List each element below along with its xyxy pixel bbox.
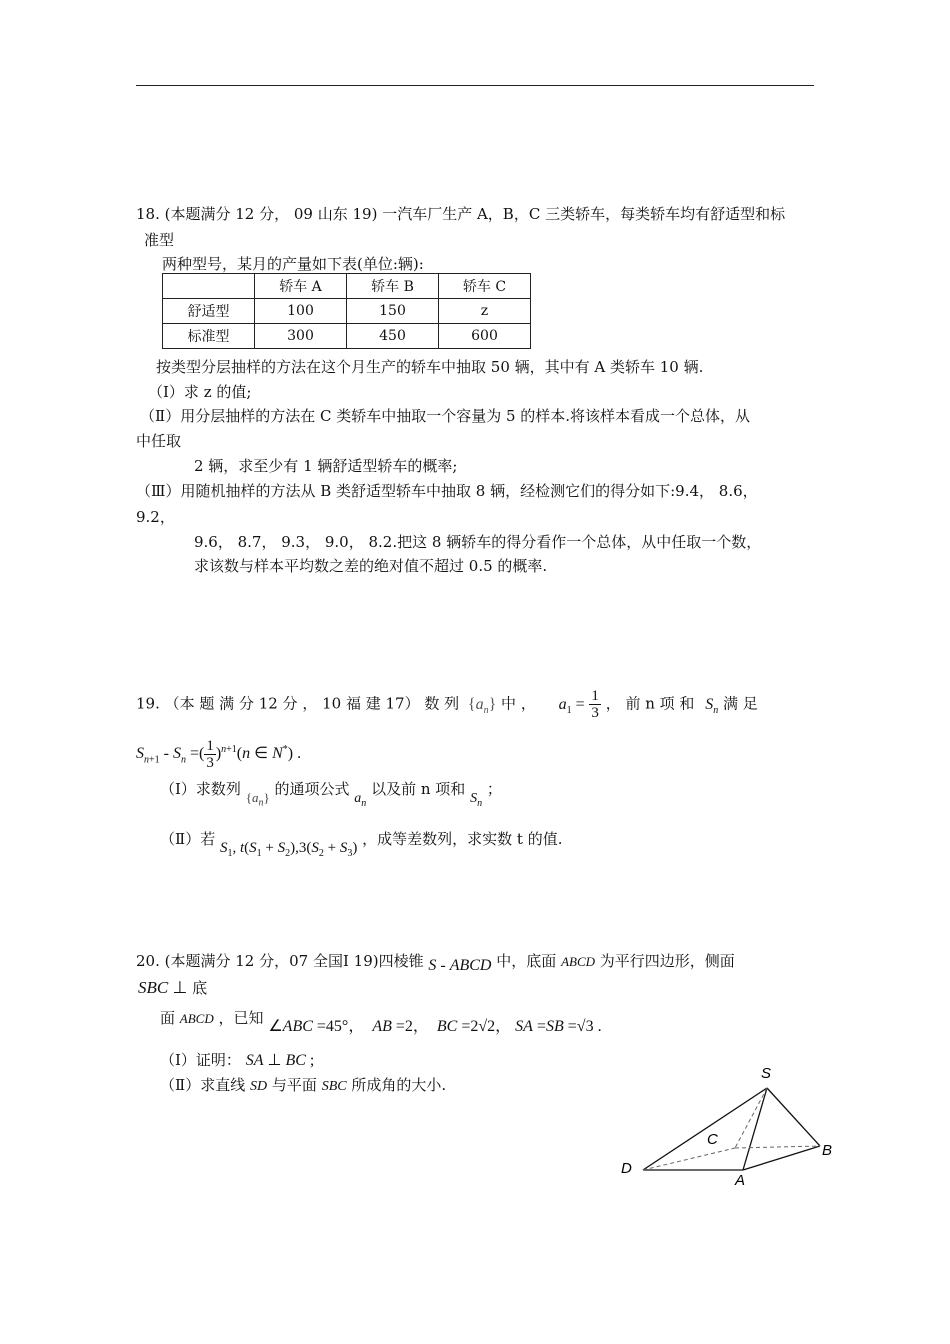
vertex-label-s: S [761,1065,772,1082]
formula-sequence: $S_1$, $t(S_1 + S_2),3(S_2 + S_3)$ [219,840,358,859]
table-cell: z [439,299,531,324]
formula-an: $\{a_n\}$ [467,695,497,716]
formula-pyramid: S - ABCD [428,957,492,974]
table-cell: 450 [347,324,439,349]
formula-sd: SD [249,1079,268,1094]
table-header-cell [163,274,255,299]
q18-line1: 18. (本题满分 12 分， 09 山东 19) 一汽车厂生产 A，B，C 三类轿车，每类轿车均有舒适型和标 [136,205,786,223]
vertex-label-b: B [822,1142,833,1159]
q20-line1a: 20. (本题满分 12 分，07 全国Ⅰ 19)四棱锥 [136,952,424,970]
q19-mid3: 满 足 [723,694,758,713]
edge-ab [743,1146,820,1170]
q18-part1: （Ⅰ）求 z 的值; [148,383,252,401]
fraction-denominator: 3 [591,705,599,721]
formula-sbc: SBC [321,1079,347,1094]
q18-part3b: 9.2， [136,508,175,526]
table-header-cell: 轿车 A [255,274,347,299]
table-header-cell: 轿车 C [439,274,531,299]
formula-sn: $S_n$ [705,695,719,716]
q18-part3d: 求该数与样本平均数之差的绝对值不超过 0.5 的概率. [194,557,548,575]
formula-sn-term: $S_n$ [470,791,483,809]
q19-part1-mid: 的通项公式 [274,780,350,798]
table-cell: 标准型 [163,324,255,349]
table-cell: 舒适型 [163,299,255,324]
q18-part3c: 9.6， 8.7， 9.3， 9.0， 8.2.把这 8 辆轿车的得分看作一个总体，从中任取一个数， [194,533,762,551]
q20-line1c: 为平行四边形，侧面 [599,952,735,970]
q18-part2a: （Ⅱ）用分层抽样的方法在 C 类轿车中抽取一个容量为 5 的样本.将该样本看成一个总体，从 [140,407,751,425]
q18-line2: 准型 [144,231,175,249]
q20-part1-label: （Ⅰ）证明： [160,1051,241,1069]
table-cell: 600 [439,324,531,349]
formula-abcd: ABCD [561,954,596,969]
q18-part3a: （Ⅲ）用随机抽样的方法从 B 类舒适型轿车中抽取 8 辆，经检测它们的得分如下:9.4， 8.6， [136,482,758,500]
q18-line3: 两种型号，某月的产量如下表(单位:辆): [162,255,424,273]
q19-line1 [136,688,758,721]
q20-line3 [160,1005,602,1035]
q19-mid1: 中 ， [501,694,536,713]
vertex-label-d: D [621,1160,632,1177]
formula-conditions: ∠ABC =45°， AB =2， BC =2√2， SA =SB =√3 . [268,1018,602,1035]
q20-part2c: 所成角的大小. [351,1076,447,1094]
table-cell: 150 [347,299,439,324]
q18-line4: 按类型分层抽样的方法在这个月生产的轿车中抽取 50 辆，其中有 A 类轿车 10 辆. [156,358,704,376]
q19-part2-prefix: （Ⅱ）若 [160,830,216,848]
formula-an-term: $a_n$ [354,791,367,809]
table-row [163,299,531,324]
q19-part1-prefix: （Ⅰ）求数列 [160,780,241,798]
production-table [162,273,531,349]
table-cell: 300 [255,324,347,349]
formula-sa-perp-bc: SA ⊥ BC ; [245,1052,315,1069]
q20-line2 [138,977,207,998]
q19-mid2: ， 前 n 项 和 [605,694,695,713]
q20-part2 [160,1074,446,1095]
q19-part1-mid2: 以及前 n 项和 [371,780,466,798]
formula-sbc-perp: SBC ⊥ [138,978,188,997]
table-row [163,324,531,349]
q20-part2b: 与平面 [271,1076,317,1094]
edge-sc-hidden [735,1088,767,1148]
q19-head: 19. （本 题 满 分 12 分 ， 10 福 建 17） 数 列 [136,694,460,713]
q20-part2a: （Ⅱ）求直线 [160,1076,246,1094]
table-header-cell: 轿车 B [347,274,439,299]
q19-part2-end: ，成等差数列，求实数 t 的值. [362,830,563,848]
formula-abcd-2: ABCD [179,1011,214,1026]
q20-line3b: ，已知 [218,1009,264,1027]
q18-part2c: 2 辆，求至少有 1 辆舒适型轿车的概率; [194,457,458,475]
pyramid-figure [615,1060,845,1190]
vertex-label-a: A [735,1172,746,1189]
fraction-one-third [589,688,601,721]
edge-sa [743,1088,767,1170]
edge-cb-hidden [735,1146,820,1148]
formula-a1: $a_1$ = [558,695,585,716]
formula-recurrence: $S_{n+1} - S_n$ =( $\frac{1}{3}$ )$^{n+1}$(n ∈ N*) . [136,738,302,771]
formula-an-set: $\{a_n\}$ [245,790,270,809]
q19-part1 [160,778,502,809]
q20-part1 [160,1049,314,1070]
edge-dc-hidden [643,1148,735,1170]
q19-part2 [160,828,563,859]
q20-line3a: 面 [160,1009,176,1027]
header-rule [136,85,814,86]
q20-line1 [136,950,735,974]
edge-sb [767,1088,820,1146]
table-header-row [163,274,531,299]
q20-line2b: 底 [192,979,208,997]
q18-part2b: 中任取 [136,432,182,450]
q19-part1-end: ； [486,780,502,798]
edge-sd [643,1088,767,1170]
vertex-label-c: C [707,1131,718,1148]
fraction-numerator: 1 [591,688,599,704]
table-cell: 100 [255,299,347,324]
q20-line1b: 中，底面 [496,952,557,970]
